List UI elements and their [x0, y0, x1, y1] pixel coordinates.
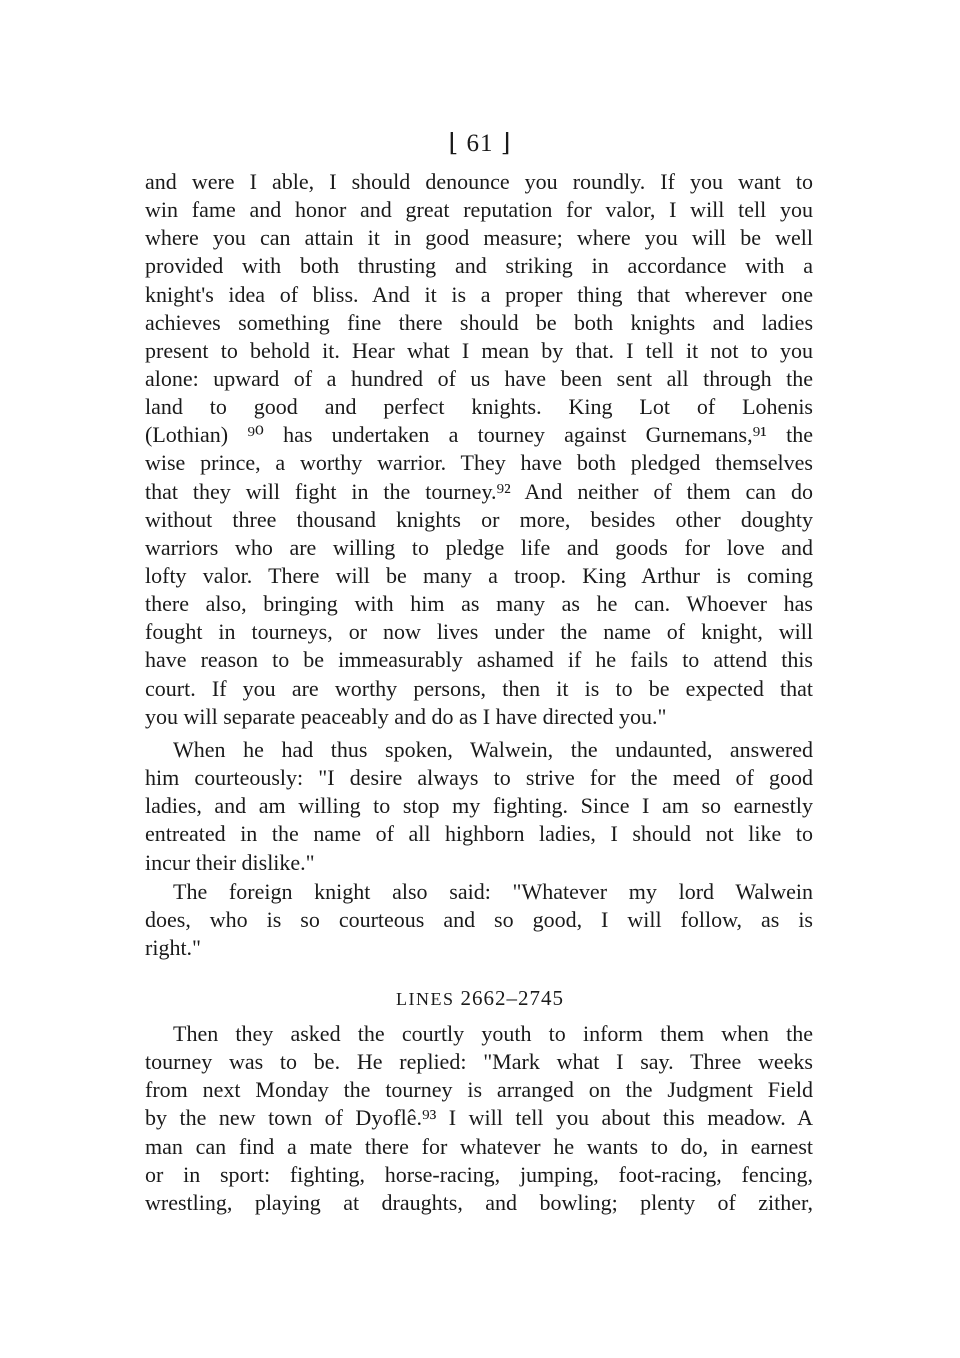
text-line: land to good and perfect knights. King Lot of Lohenis [145, 394, 813, 420]
paragraph-3 [145, 878, 813, 962]
text-line: court. If you are worthy persons, then it is to be expected that [145, 675, 813, 701]
text-line: provided with both thrusting and striking in accordance with a [145, 253, 813, 279]
text-line: wise prince, a worthy warrior. They have both pledged themselves [145, 450, 813, 476]
text-line: does, who is so courteous and so good, I will follow, as is [145, 907, 813, 933]
text-line: right." [145, 935, 202, 961]
paragraph-2 [145, 736, 813, 877]
text-line: lofty valor. There will be many a troop. King Arthur is coming [145, 562, 813, 588]
text-line: win fame and honor and great reputation for valor, I will tell you [145, 197, 813, 223]
text-line: present to behold it. Hear what I mean by that. I tell it not to you [145, 337, 813, 363]
text-line: you will separate peaceably and do as I have directed you." [145, 703, 667, 729]
text-line: without three thousand knights or more, besides other doughty [145, 506, 813, 532]
page-number: ⌊ 61 ⌋ [448, 130, 512, 157]
text-line: or in sport: fighting, horse-racing, jumping, foot-racing, fencing, [145, 1161, 813, 1187]
text-line: incur their dislike." [145, 849, 315, 875]
text-line: and were I able, I should denounce you roundly. If you want to [145, 169, 813, 194]
text-line: where you can attain it in good measure; where you will be well [145, 225, 813, 251]
section-heading [0, 986, 960, 1011]
text-line: him courteously: "I desire always to strive for the meed of good [145, 765, 813, 791]
text-line: there also, bringing with him as many as he can. Whoever has [145, 591, 813, 617]
text-line: from next Monday the tourney is arranged on the Judgment Field [145, 1077, 813, 1103]
text-line: (Lothian) ⁹⁰ has undertaken a tourney against Gurnemans,⁹¹ the [145, 422, 813, 448]
text-line: warriors who are willing to pledge life and goods for love and [145, 534, 813, 560]
text-line: have reason to be immeasurably ashamed if he fails to attend this [145, 647, 813, 673]
text-line: knight's idea of bliss. And it is a proper thing that wherever one [145, 281, 813, 307]
text-line: entreated in the name of all highborn ladies, I should not like to [145, 821, 813, 847]
text-line: ladies, and am willing to stop my fighting. Since I am so earnestly [145, 793, 813, 819]
text-line: tourney was to be. He replied: "Mark what I say. Three weeks [145, 1049, 813, 1075]
section-heading-range: 2662–2745 [460, 986, 564, 1010]
text-line: by the new town of Dyoflê.⁹³ I will tell you about this meadow. A [145, 1105, 813, 1131]
text-line: fought in tourneys, or now lives under the name of knight, will [145, 619, 813, 645]
text-line: man can find a mate there for whatever he wants to do, in earnest [145, 1133, 813, 1159]
section-heading-label: LINES [396, 989, 455, 1009]
text-line: Then they asked the courtly youth to inform them when the [173, 1021, 813, 1046]
text-line: When he had thus spoken, Walwein, the undaunted, answered [173, 737, 813, 762]
text-line: that they will fight in the tourney.⁹² And neither of them can do [145, 478, 813, 504]
text-line: achieves something fine there should be both knights and ladies [145, 309, 813, 335]
text-line: alone: upward of a hundred of us have been sent all through the [145, 365, 813, 391]
paragraph-1 [145, 168, 813, 731]
text-line: wrestling, playing at draughts, and bowling; plenty of zither, [145, 1189, 813, 1215]
paragraph-4 [145, 1020, 813, 1217]
text-line: The foreign knight also said: "Whatever my lord Walwein [173, 879, 813, 904]
